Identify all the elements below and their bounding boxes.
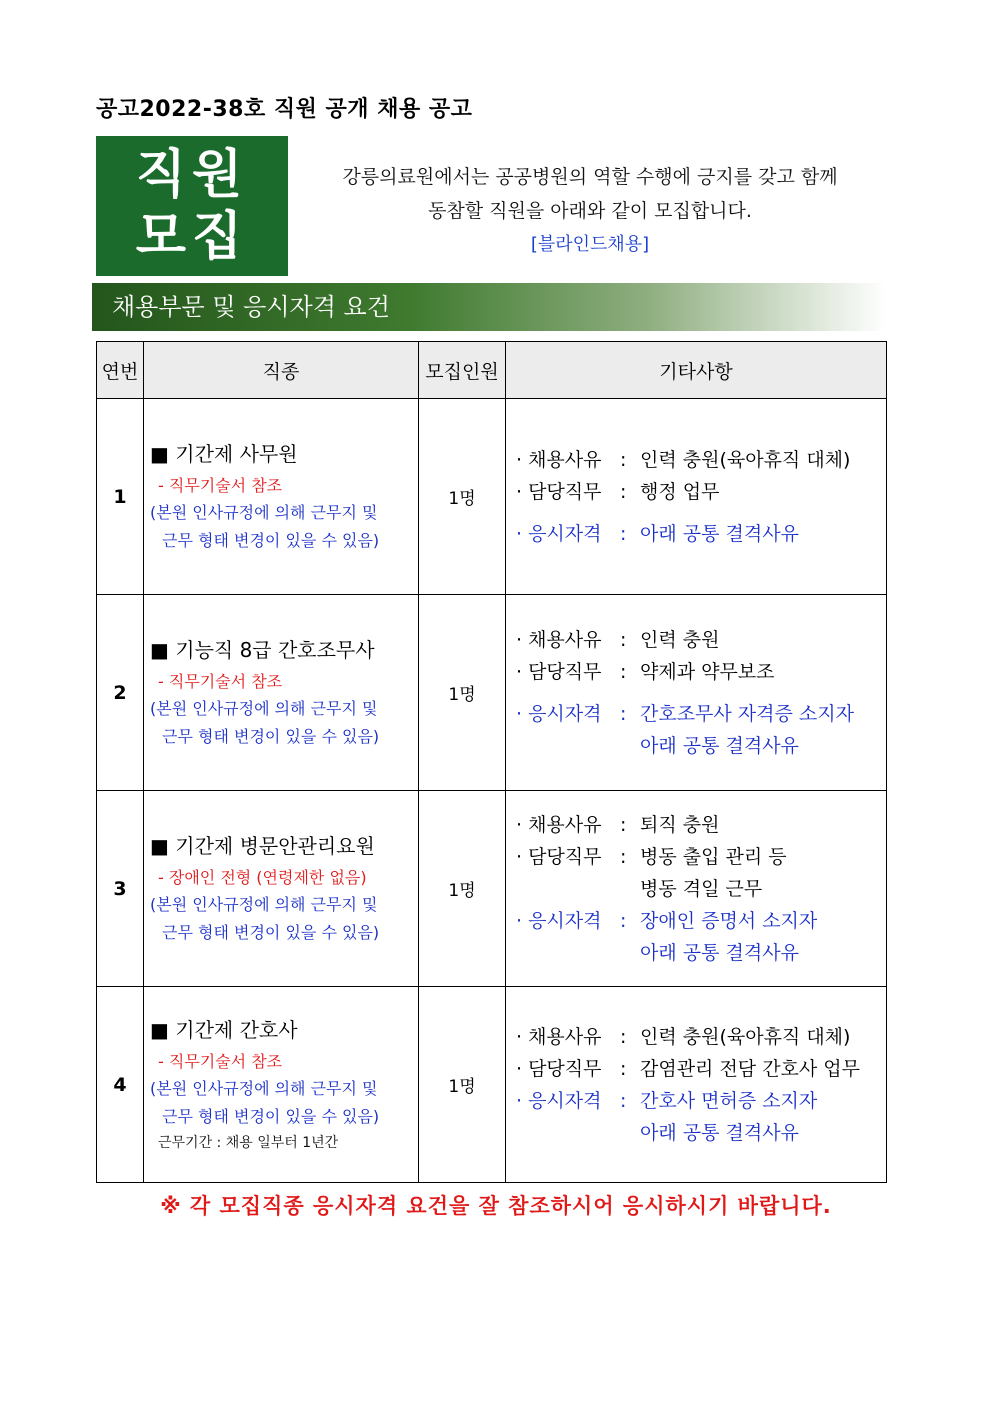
- headcount: 1명: [419, 791, 506, 987]
- header-job: 직종: [144, 342, 419, 399]
- work-period: 근무기간 : 채용 일부터 1년간: [158, 1135, 339, 1151]
- row-number: 3: [97, 791, 144, 987]
- job-cell: [144, 595, 419, 791]
- job-title: ■ 기능직 8급 간호조무사: [150, 638, 375, 662]
- recruit-table: [96, 341, 887, 1183]
- intro-text: [300, 160, 880, 262]
- job-note-red: - 직무기술서 참조: [158, 1052, 283, 1071]
- table-row: [97, 399, 887, 595]
- header-no: 연번: [97, 342, 144, 399]
- page-title: 공고2022-38호 직원 공개 채용 공고: [96, 97, 473, 122]
- row-number: 4: [97, 987, 144, 1183]
- table-header-row: [97, 342, 887, 399]
- duty-value-2: 병동 격일 근무: [640, 877, 763, 900]
- reason-value: 인력 충원(육아휴직 대체): [640, 448, 851, 471]
- duty-value: 행정 업무: [640, 480, 720, 503]
- logo-line-2: 모집: [135, 207, 249, 267]
- qual-value: 장애인 증명서 소지자: [640, 909, 818, 932]
- row-number: 1: [97, 399, 144, 595]
- job-cell: [144, 399, 419, 595]
- header-count: 모집인원: [419, 342, 506, 399]
- duty-label: · 담당직무: [516, 660, 602, 683]
- job-cell: [144, 987, 419, 1183]
- job-title: ■ 기간제 병문안관리요원: [150, 834, 375, 858]
- job-note-red: - 장애인 전형 (연령제한 없음): [158, 868, 367, 887]
- qual-label: · 응시자격: [516, 522, 602, 545]
- job-note-blue-line2: 근무 형태 변경이 있을 수 있음): [162, 923, 380, 942]
- job-title: ■ 기간제 간호사: [150, 1018, 298, 1042]
- intro-line-2: 동참할 직원을 아래와 같이 모집합니다.: [428, 200, 752, 222]
- etc-cell: · 채용사유 : 인력 충원(육아휴직 대체) · 담당직무 : 행정 업무 · 응시자격 : 아래 공통 결격사유: [506, 399, 887, 595]
- reason-label: · 채용사유: [516, 448, 602, 471]
- reason-label: · 채용사유: [516, 628, 602, 651]
- qual-value: 간호조무사 자격증 소지자: [640, 702, 854, 725]
- reason-label: · 채용사유: [516, 1025, 602, 1048]
- etc-cell: · 채용사유 : 인력 충원 · 담당직무 : 약제과 약무보조 · 응시자격 : 간호조무사 자격증 소지자 아래 공통 결격사유: [506, 595, 887, 791]
- duty-value: 병동 출입 관리 등: [640, 845, 787, 868]
- job-note-blue: [150, 891, 417, 947]
- job-note-blue-line1: (본원 인사규정에 의해 근무지 및: [150, 895, 378, 914]
- qual-label: · 응시자격: [516, 1089, 602, 1112]
- header-etc: 기타사항: [506, 342, 887, 399]
- notice-text: ※ 각 모집직종 응시자격 요건을 잘 참조하시어 응시하시기 바랍니다.: [160, 1194, 832, 1218]
- job-note-blue: [150, 695, 417, 751]
- reason-value: 퇴직 충원: [640, 813, 720, 836]
- job-note-blue: [150, 499, 417, 555]
- job-note-blue-line2: 근무 형태 변경이 있을 수 있음): [162, 531, 380, 550]
- table-row: [97, 987, 887, 1183]
- job-note-blue-line1: (본원 인사규정에 의해 근무지 및: [150, 503, 378, 522]
- qual-value-2: 아래 공통 결격사유: [640, 734, 799, 757]
- headcount: 1명: [419, 399, 506, 595]
- blind-recruit-tag: [블라인드채용]: [530, 234, 650, 255]
- section-header: 채용부문 및 응시자격 요건: [92, 283, 886, 331]
- qual-label: · 응시자격: [516, 909, 602, 932]
- duty-value: 약제과 약무보조: [640, 660, 775, 683]
- job-note-red: - 직무기술서 참조: [158, 476, 283, 495]
- headcount: 1명: [419, 595, 506, 791]
- job-note-blue-line2: 근무 형태 변경이 있을 수 있음): [162, 727, 380, 746]
- job-note-blue: [150, 1075, 417, 1131]
- duty-label: · 담당직무: [516, 1057, 602, 1080]
- job-note-red: - 직무기술서 참조: [158, 672, 283, 691]
- duty-label: · 담당직무: [516, 845, 602, 868]
- job-title: ■ 기간제 사무원: [150, 442, 298, 466]
- headcount: 1명: [419, 987, 506, 1183]
- duty-value: 감염관리 전담 간호사 업무: [640, 1057, 861, 1080]
- table-row: [97, 595, 887, 791]
- job-note-blue-line2: 근무 형태 변경이 있을 수 있음): [162, 1107, 380, 1126]
- duty-label: · 담당직무: [516, 480, 602, 503]
- table-row: [97, 791, 887, 987]
- qual-value-2: 아래 공통 결격사유: [640, 1121, 799, 1144]
- reason-value: 인력 충원: [640, 628, 720, 651]
- job-cell: [144, 791, 419, 987]
- qual-value-2: 아래 공통 결격사유: [640, 941, 799, 964]
- reason-value: 인력 충원(육아휴직 대체): [640, 1025, 851, 1048]
- etc-cell: · 채용사유 : 퇴직 충원 · 담당직무 : 병동 출입 관리 등 병동 격일 근무 · 응시자격 : 장애인 증명서 소지자 아래 공통 결격사유: [506, 791, 887, 987]
- qual-label: · 응시자격: [516, 702, 602, 725]
- logo-line-1: 직원: [135, 145, 249, 205]
- recruit-logo: [96, 136, 288, 276]
- job-note-blue-line1: (본원 인사규정에 의해 근무지 및: [150, 699, 378, 718]
- etc-cell: · 채용사유 : 인력 충원(육아휴직 대체) · 담당직무 : 감염관리 전담 간호사 업무 · 응시자격 : 간호사 면허증 소지자 아래 공통 결격사유: [506, 987, 887, 1183]
- job-note-blue-line1: (본원 인사규정에 의해 근무지 및: [150, 1079, 378, 1098]
- qual-value: 아래 공통 결격사유: [640, 522, 799, 545]
- row-number: 2: [97, 595, 144, 791]
- reason-label: · 채용사유: [516, 813, 602, 836]
- qual-value: 간호사 면허증 소지자: [640, 1089, 818, 1112]
- intro-line-1: 강릉의료원에서는 공공병원의 역할 수행에 긍지를 갖고 함께: [342, 166, 838, 188]
